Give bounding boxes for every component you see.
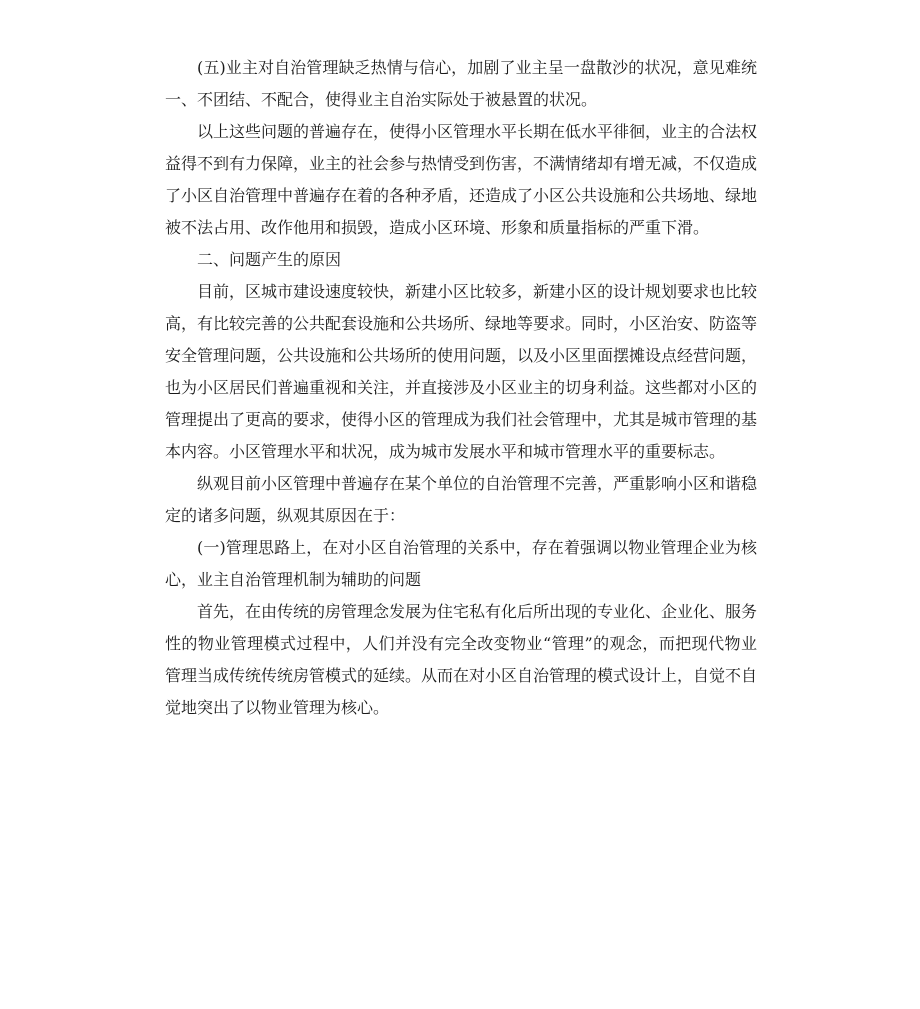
document-page bbox=[165, 52, 757, 724]
paragraph-problems-summary: 以上这些问题的普遍存在，使得小区管理水平长期在低水平徘徊，业主的合法权益得不到有力保障，业主的社会参与热情受到伤害，不满情绪却有增无减，不仅造成了小区自治管理中普遍存在着的各种矛盾，还造成了小区公共设施和公共场地、绿地被不法占用、改作他用和损毁，造成小区环境、形象和质量指标的严重下滑。 bbox=[165, 122, 758, 237]
paragraph-overview-causes: 纵观目前小区管理中普遍存在某个单位的自治管理不完善，严重影响小区和谐稳定的诸多问题，纵观其原因在于： bbox=[165, 474, 758, 525]
paragraph-management-approach: (一)管理思路上，在对小区自治管理的关系中，存在着强调以物业管理企业为核心，业主自治管理机制为辅助的问题 bbox=[165, 538, 757, 589]
paragraph-owner-enthusiasm: (五)业主对自治管理缺乏热情与信心，加剧了业主呈一盘散沙的状况，意见难统一、不团结、不配合，使得业主自治实际处于被悬置的状况。 bbox=[165, 58, 757, 109]
paragraph-first-reason: 首先，在由传统的房管理念发展为住宅私有化后所出现的专业化、企业化、服务性的物业管理模式过程中，人们并没有完全改变物业“管理”的观念，而把现代物业管理当成传统传统房管模式的延续。从而在对小区自治管理的模式设计上，自觉不自觉地突出了以物业管理为核心。 bbox=[165, 602, 758, 717]
section-heading-causes: 二、问题产生的原因 bbox=[197, 250, 342, 269]
paragraph-current-situation: 目前，区城市建设速度较快，新建小区比较多，新建小区的设计规划要求也比较高，有比较完善的公共配套设施和公共场所、绿地等要求。同时，小区治安、防盗等安全管理问题，公共设施和公共场所的使用问题，以及小区里面摆摊设点经营问题，也为小区居民们普遍重视和关注，并直接涉及小区业主的切身利益。这些都对小区的管理提出了更高的要求，使得小区的管理成为我们社会管理中，尤其是城市管理的基本内容。小区管理水平和状况，成为城市发展水平和城市管理水平的重要标志。 bbox=[165, 282, 758, 461]
